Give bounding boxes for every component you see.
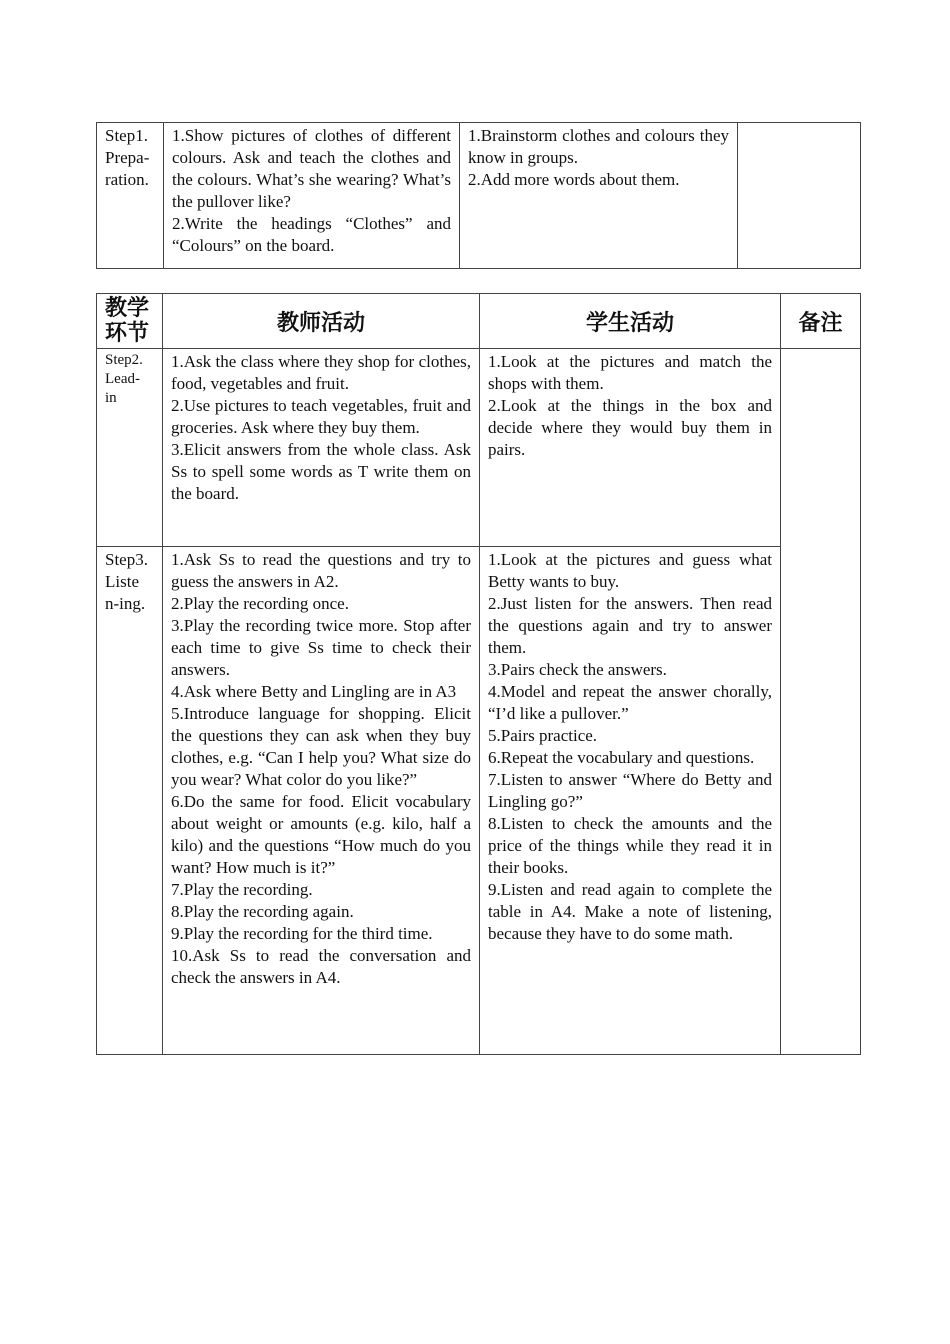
- step-cell: [97, 123, 164, 269]
- student-activity-item: 8.Listen to check the amounts and the price of the things while they read it in their books.: [488, 814, 772, 877]
- student-activity-item: 1.Brainstorm clothes and colours they know in groups.: [468, 126, 729, 167]
- table-header-row: [97, 294, 861, 349]
- lesson-table-step1: [96, 122, 861, 269]
- teacher-activity-item: 1.Ask Ss to read the questions and try to guess the answers in A2.: [171, 550, 471, 591]
- student-activity-item: 4.Model and repeat the answer chorally, “I’d like a pullover.”: [488, 682, 772, 723]
- teacher-activity-item: 3.Elicit answers from the whole class. Ask Ss to spell some words as T write them on the board.: [171, 440, 471, 503]
- teacher-activity-cell: [163, 547, 480, 1055]
- teacher-activity-item: 2.Play the recording once.: [171, 594, 349, 613]
- step-label-line: n-ing.: [105, 594, 146, 613]
- header-student-activity: 学生活动: [480, 294, 781, 349]
- header-teacher-activity: 教师活动: [163, 294, 480, 349]
- teacher-activity-cell: [163, 349, 480, 547]
- step-label-line: Lead-: [105, 371, 140, 387]
- note-cell: [738, 123, 861, 269]
- step-label-line: ration.: [105, 170, 149, 189]
- student-activity-item: 6.Repeat the vocabulary and questions.: [488, 748, 755, 767]
- teacher-activity-item: 2.Write the headings “Clothes” and “Colours” on the board.: [172, 214, 451, 255]
- header-stage-line: 环节: [105, 321, 150, 346]
- step-label-line: Step3.: [105, 550, 148, 569]
- teacher-activity-item: 5.Introduce language for shopping. Elicit the questions they can ask when they buy clothes, e.g. “Can I help you? What size do you wear? What color do you like?”: [171, 704, 471, 789]
- teacher-activity-item: 6.Do the same for food. Elicit vocabulary about weight or amounts (e.g. kilo, half a kilo) and the questions “How much do you want? How much is it?”: [171, 792, 471, 877]
- teacher-activity-item: 8.Play the recording again.: [171, 902, 354, 921]
- step-label-line: Prepa-: [105, 148, 150, 167]
- header-stage-line: 教学: [105, 296, 150, 321]
- step-cell: [97, 349, 163, 547]
- student-activity-item: 2.Add more words about them.: [468, 170, 680, 189]
- step-label-line: Step1.: [105, 126, 148, 145]
- teacher-activity-item: 10.Ask Ss to read the conversation and check the answers in A4.: [171, 946, 471, 987]
- student-activity-item: 9.Listen and read again to complete the table in A4. Make a note of listening, because they have to do some math.: [488, 880, 772, 943]
- table-row-step1: [97, 123, 861, 269]
- note-cell: [781, 349, 861, 1055]
- teacher-activity-cell: [164, 123, 460, 269]
- student-activity-item: 2.Look at the things in the box and decide where they would buy them in pairs.: [488, 396, 772, 459]
- student-activity-cell: [460, 123, 738, 269]
- student-activity-item: 5.Pairs practice.: [488, 726, 598, 745]
- teacher-activity-item: 2.Use pictures to teach vegetables, fruit and groceries. Ask where they buy them.: [171, 396, 471, 437]
- teacher-activity-item: 1.Show pictures of clothes of different colours. Ask and teach the clothes and the colours. What’s she wearing? What’s the pullover like?: [172, 126, 451, 211]
- table-row-step2: [97, 349, 861, 547]
- teacher-activity-item: 1.Ask the class where they shop for clothes, food, vegetables and fruit.: [171, 352, 471, 393]
- step-label-line: Step2.: [105, 352, 143, 368]
- table-row-step3: [97, 547, 861, 1055]
- teacher-activity-item: 7.Play the recording.: [171, 880, 313, 899]
- teacher-activity-item: 4.Ask where Betty and Lingling are in A3: [171, 682, 457, 701]
- step-label-line: in: [105, 390, 117, 406]
- header-note: 备注: [781, 294, 861, 349]
- student-activity-item: 1.Look at the pictures and match the shops with them.: [488, 352, 772, 393]
- header-stage: [97, 294, 163, 349]
- student-activity-cell: [480, 547, 781, 1055]
- student-activity-item: 7.Listen to answer “Where do Betty and Lingling go?”: [488, 770, 772, 811]
- student-activity-item: 1.Look at the pictures and guess what Betty wants to buy.: [488, 550, 772, 591]
- lesson-table-main: [96, 293, 861, 1055]
- student-activity-cell: [480, 349, 781, 547]
- teacher-activity-item: 3.Play the recording twice more. Stop after each time to give Ss time to check their answers.: [171, 616, 471, 679]
- teacher-activity-item: 9.Play the recording for the third time.: [171, 924, 433, 943]
- student-activity-item: 2.Just listen for the answers. Then read the questions again and try to answer them.: [488, 594, 772, 657]
- step-cell: [97, 547, 163, 1055]
- step-label-line: Liste: [105, 572, 139, 591]
- student-activity-item: 3.Pairs check the answers.: [488, 660, 667, 679]
